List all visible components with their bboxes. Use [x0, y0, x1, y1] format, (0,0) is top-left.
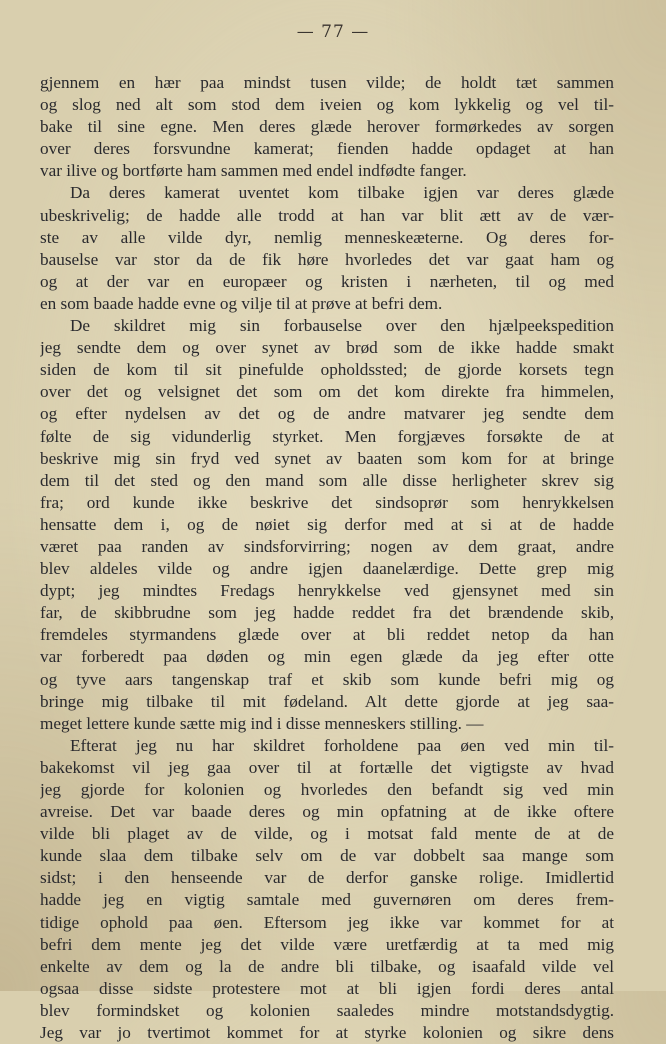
- text-line: avreise. Det var baade deres og min opfatning at de ikke oftere: [40, 802, 614, 822]
- text-line: jeg gjorde for kolonien og hvorledes den befandt sig ved min: [40, 780, 614, 799]
- text-line: været paa randen av sindsforvirring; nogen av dem graat, andre: [40, 536, 614, 556]
- text-line: vilde bli plaget av de vilde, og i motsat fald mente de at de: [40, 824, 614, 844]
- text-line: kunde slaa dem tilbake selv om de var dobbelt saa mange som: [40, 846, 614, 866]
- text-line: ste av alle vilde dyr, nemlig menneskeæterne. Og deres for-: [40, 227, 614, 247]
- text-line: De skildret mig sin forbauselse over den hjælpeekspedition: [70, 316, 614, 336]
- text-line: blev formindsket og kolonien saaledes mindre motstandsdygtig.: [40, 1000, 614, 1020]
- text-line: hensatte dem i, og de nøiet sig derfor med at si at de hadde: [40, 514, 614, 534]
- text-line: bakekomst vil jeg gaa over til at fortælle det vigtigste av hvad: [40, 757, 614, 777]
- text-line: ubeskrivelig; de hadde alle trodd at han var blit ætt av de vær-: [40, 205, 614, 225]
- text-line: og slog ned alt som stod dem iveien og kom lykkelig og vel til-: [40, 95, 614, 115]
- text-line: siden de kom til sit pinefulde opholdssted; de gjorde korsets tegn: [40, 360, 614, 380]
- text-line: og tyve aars tangenskap traf et skib som kunde befri mig og: [40, 669, 614, 689]
- text-line: hadde jeg en vigtig samtale med guvernøren om deres frem-: [40, 890, 614, 910]
- text-line: befri dem mente jeg det vilde være uretfærdig at ta med mig: [40, 934, 614, 954]
- text-line: dypt; jeg mindtes Fredags henrykkelse ved gjensynet med sin: [40, 581, 614, 601]
- text-line: over det og velsignet det som om det kom direkte fra himmelen,: [40, 382, 614, 402]
- text-line: fra; ord kunde ikke beskrive det sindsoprør som henrykkelsen: [40, 492, 614, 512]
- text-line: bauselse var stor da de fik høre hvorledes det var gaat ham og: [40, 249, 614, 269]
- text-line: var forberedt paa døden og min egen glæde da jeg efter otte: [40, 647, 614, 667]
- text-line: og efter nydelsen av det og de andre matvarer jeg sendte dem: [40, 404, 614, 424]
- text-line: far, de skibbrudne som jeg hadde reddet fra det brændende skib,: [40, 603, 614, 623]
- text-line: Efterat jeg nu har skildret forholdene paa øen ved min til-: [70, 735, 614, 755]
- text-line: Jeg var jo tvertimot kommet for at styrke kolonien og sikre dens: [40, 1023, 614, 1043]
- text-line: var ilive og bortførte ham sammen med endel indfødte fanger.: [40, 161, 467, 181]
- text-line: en som baade hadde evne og vilje til at prøve at befri dem.: [40, 293, 443, 313]
- text-line: beskrive mig sin fryd ved synet av baaten som kom for at bringe: [40, 448, 614, 468]
- text-line: over deres forsvundne kamerat; fienden hadde opdaget at han: [40, 139, 614, 159]
- body-text: [40, 72, 614, 1044]
- page-number: — 77 —: [296, 22, 370, 42]
- text-line: ogsaa disse sidste protestere mot at bli igjen fordi deres antal: [40, 978, 614, 998]
- text-line: bake til sine egne. Men deres glæde herover formørkedes av sorgen: [40, 117, 614, 137]
- text-line: dem til det sted og den mand som alle disse herligheter skrev sig: [40, 470, 614, 490]
- text-line: gjennem en hær paa mindst tusen vilde; de holdt tæt sammen: [40, 73, 614, 92]
- text-line: jeg sendte dem og over synet av brød som de ikke hadde smakt: [40, 338, 614, 358]
- text-line: og at der var en europæer og kristen i nærheten, til og med: [40, 271, 614, 291]
- text-line: Da deres kamerat uventet kom tilbake igjen var deres glæde: [70, 183, 614, 203]
- text-line: fremdeles styrmandens glæde over at bli reddet netop da han: [40, 625, 614, 645]
- text-line: sidst; i den henseende var de derfor ganske rolige. Imidlertid: [40, 868, 614, 888]
- text-line: tidige ophold paa øen. Eftersom jeg ikke var kommet for at: [40, 912, 614, 932]
- text-line: følte de sig vidunderlig styrket. Men forgjæves forsøkte de at: [40, 426, 614, 446]
- text-line: meget lettere kunde sætte mig ind i disse menneskers stilling. —: [40, 713, 484, 733]
- text-line: bringe mig tilbake til mit fødeland. Alt dette gjorde at jeg saa-: [40, 691, 614, 711]
- text-line: enkelte av dem og la de andre bli tilbake, og isaafald vilde vel: [40, 956, 614, 976]
- text-line: blev aldeles vilde og andre igjen daanelærdige. Dette grep mig: [40, 559, 614, 579]
